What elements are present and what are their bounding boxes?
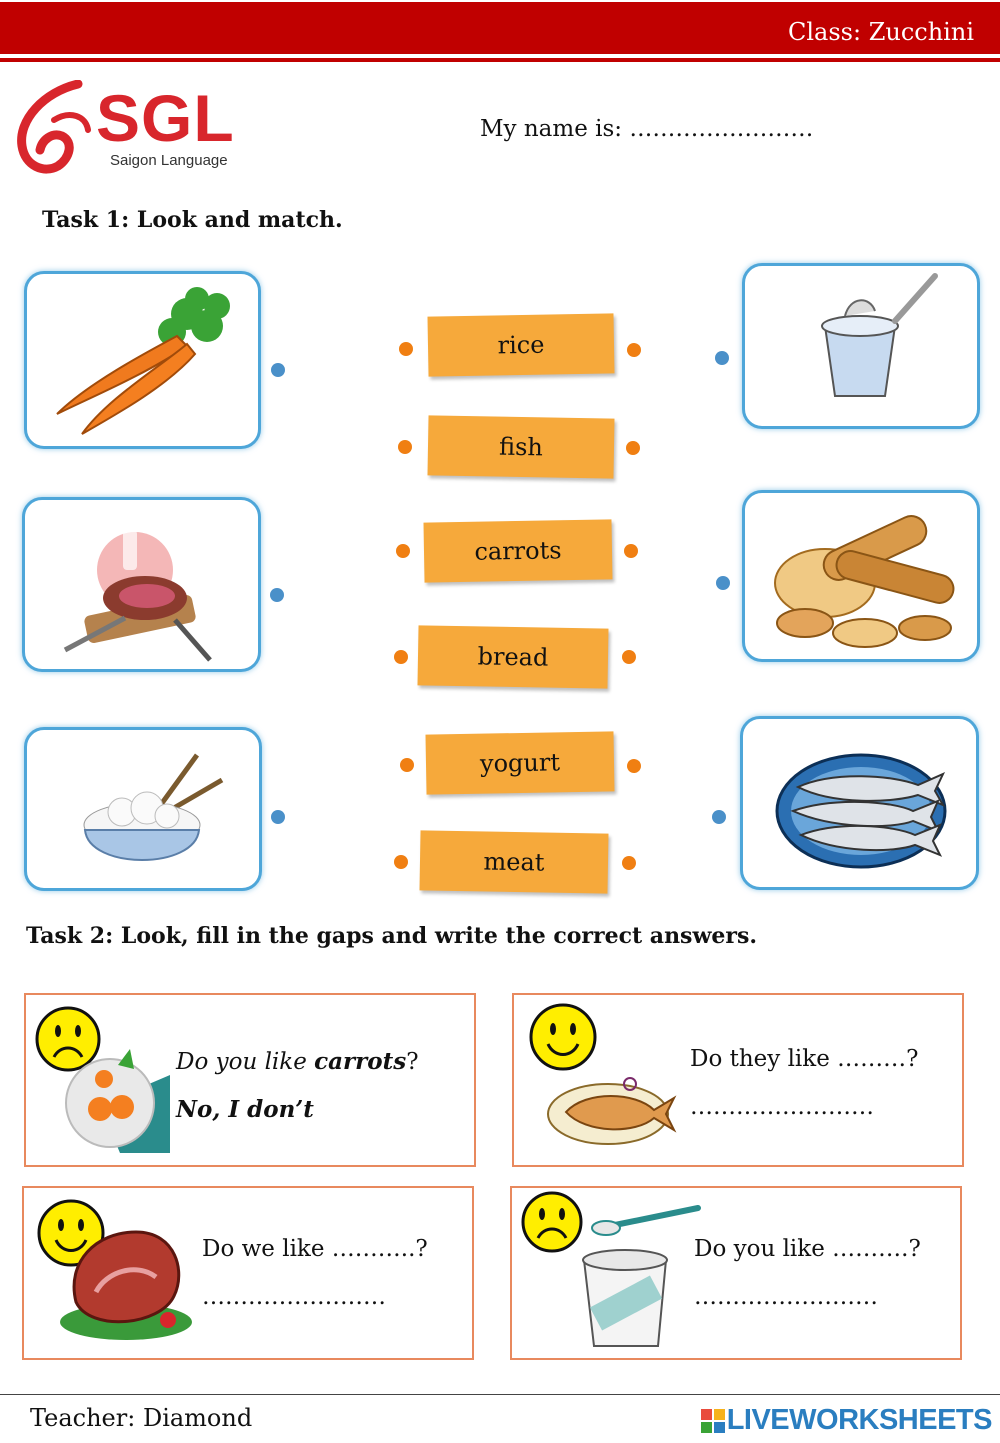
- word-yogurt[interactable]: yogurt: [425, 731, 614, 794]
- card1-question: Do you like carrots?: [176, 1048, 419, 1075]
- word-meat[interactable]: meat: [419, 830, 608, 893]
- word-dot-right-meat[interactable]: [622, 856, 636, 870]
- task1-title: Task 1: Look and match.: [42, 207, 343, 233]
- word-dot-right-yogurt[interactable]: [627, 759, 641, 773]
- logo-text: SGL: [96, 81, 235, 155]
- rice-image-box: [24, 727, 262, 891]
- word-dot-left-carrots[interactable]: [396, 544, 410, 558]
- match-dot-right-2[interactable]: [716, 576, 730, 590]
- bread-image-box: [742, 490, 980, 662]
- card1-answer: No, I don’t: [176, 1096, 314, 1123]
- word-dot-left-rice[interactable]: [399, 342, 413, 356]
- brand-text: LIVEWORKSHEETS: [726, 1404, 992, 1436]
- yogurt-image-box: [742, 263, 980, 429]
- meat-image-box: [22, 497, 261, 672]
- meat-picture: [25, 500, 258, 669]
- logo-subtitle: Saigon Language: [110, 152, 228, 169]
- steak-picture: [56, 1222, 196, 1346]
- card3-question: Do we like ………..?: [202, 1236, 428, 1262]
- word-bread[interactable]: bread: [417, 625, 608, 688]
- match-dot-left-3[interactable]: [271, 810, 285, 824]
- carrot-plate-picture: [60, 1045, 170, 1153]
- fish-plate-picture: [743, 719, 976, 887]
- fish-image-box: [740, 716, 979, 890]
- sgl-logo-icon: [14, 80, 96, 176]
- match-dot-left-2[interactable]: [270, 588, 284, 602]
- teacher-label: Teacher: Diamond: [30, 1404, 253, 1432]
- card3-answer-input[interactable]: ……………………: [202, 1284, 386, 1310]
- name-prompt[interactable]: My name is: ……………………: [480, 116, 814, 142]
- word-dot-left-meat[interactable]: [394, 855, 408, 869]
- happy-face-icon: [528, 1002, 598, 1072]
- yogurt-cup-picture: [580, 1200, 704, 1350]
- class-label: Class: Zucchini: [788, 18, 974, 46]
- word-rice[interactable]: rice: [427, 313, 614, 376]
- word-dot-left-bread[interactable]: [394, 650, 408, 664]
- header-rule: [0, 58, 1000, 62]
- rice-bowl-picture: [27, 730, 259, 888]
- word-dot-left-fish[interactable]: [398, 440, 412, 454]
- carrots-picture: [27, 274, 258, 446]
- task2-title: Task 2: Look, fill in the gaps and write the correct answers.: [26, 923, 758, 949]
- card4-answer-input[interactable]: ……………………: [694, 1284, 878, 1310]
- fish-dish-picture: [546, 1070, 682, 1148]
- yogurt-picture: [745, 266, 977, 426]
- match-dot-left-1[interactable]: [271, 363, 285, 377]
- bread-picture: [745, 493, 977, 659]
- word-dot-right-bread[interactable]: [622, 650, 636, 664]
- word-fish[interactable]: fish: [427, 415, 614, 478]
- word-dot-left-yogurt[interactable]: [400, 758, 414, 772]
- word-dot-right-rice[interactable]: [627, 343, 641, 357]
- sad-face-icon: [520, 1190, 584, 1254]
- card2-answer-input[interactable]: ……………………: [690, 1094, 874, 1120]
- match-dot-right-3[interactable]: [712, 810, 726, 824]
- word-carrots[interactable]: carrots: [423, 519, 612, 582]
- liveworksheets-logo-icon: [701, 1409, 725, 1433]
- card2-question: Do they like ………?: [690, 1046, 919, 1072]
- word-dot-right-carrots[interactable]: [624, 544, 638, 558]
- carrots-image-box: [24, 271, 261, 449]
- card4-question: Do you like ……….?: [694, 1236, 921, 1262]
- match-dot-right-1[interactable]: [715, 351, 729, 365]
- word-dot-right-fish[interactable]: [626, 441, 640, 455]
- footer-rule: [0, 1394, 1000, 1395]
- liveworksheets-brand: [701, 1404, 992, 1437]
